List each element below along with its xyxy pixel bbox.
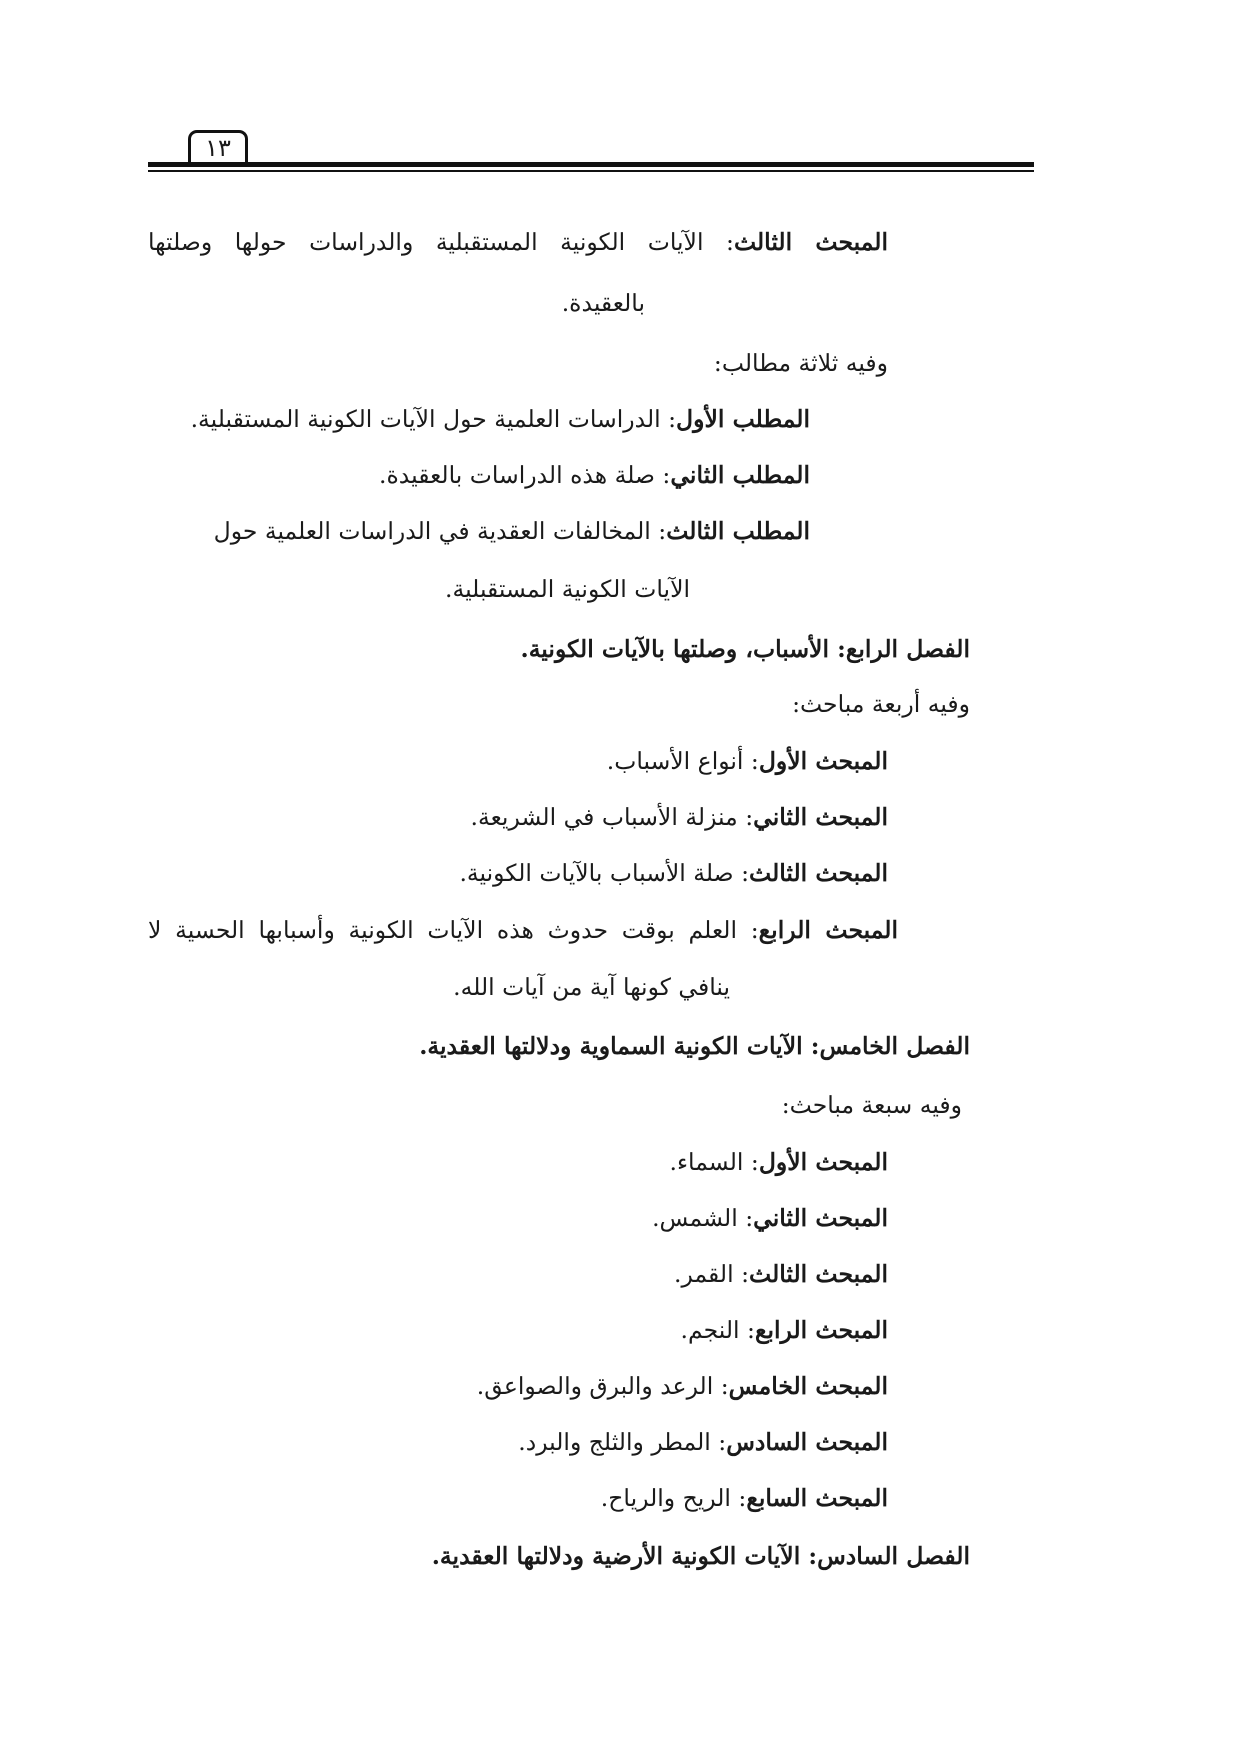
entry-text: : العلم بوقت حدوث هذه الآيات الكونية وأسبابها الحسية لا: [148, 916, 759, 944]
entry-text: : الأسباب، وصلتها بالآيات الكونية.: [520, 635, 846, 663]
entry-heading: المبحث الخامس: [728, 1372, 888, 1400]
page-number: ١٣: [188, 130, 248, 162]
entry-text: : الآيات الكونية الأرضية ودلالتها العقدية.: [431, 1542, 818, 1570]
page-header: [148, 128, 1034, 170]
toc-entry-section: [652, 1198, 888, 1238]
header-rule-thin: [148, 170, 1034, 172]
entry-heading: المبحث السابع: [746, 1484, 888, 1512]
entry-text: وفيه سبعة مباحث:: [781, 1091, 962, 1119]
entry-heading: الفصل الرابع: [845, 635, 970, 663]
entry-text: : أنواع الأسباب.: [606, 747, 759, 775]
toc-entry-continuation: [562, 283, 645, 323]
entry-heading: الفصل السادس: [817, 1542, 970, 1570]
entry-heading: المبحث الثالث: [749, 859, 888, 887]
entry-text: : الآيات الكونية المستقبلية والدراسات حولها وصلتها: [148, 228, 734, 256]
entry-text: الآيات الكونية المستقبلية.: [445, 575, 690, 603]
entry-heading: المبحث الثالث: [733, 228, 888, 256]
toc-entry-section: [459, 853, 888, 893]
toc-entry-continuation: [453, 967, 730, 1007]
toc-entry-section: [518, 1422, 888, 1462]
entry-text: وفيه ثلاثة مطالب:: [713, 349, 888, 377]
entry-heading: المبحث السادس: [726, 1428, 888, 1456]
entry-text: : صلة الأسباب بالآيات الكونية.: [459, 859, 750, 887]
entry-text: : السماء.: [669, 1148, 759, 1176]
toc-entry-subsection: [379, 455, 810, 495]
toc-entry-section: [471, 797, 888, 837]
toc-entry-subsection: [191, 399, 810, 439]
toc-entry-section: [601, 1478, 888, 1518]
entry-text: : المخالفات العقدية في الدراسات العلمية حول: [213, 517, 667, 545]
entry-heading: المبحث الثاني: [753, 1204, 888, 1232]
entry-heading: المبحث الثالث: [749, 1260, 888, 1288]
toc-intro-line: [782, 1085, 962, 1125]
header-rule-thick: [148, 162, 1034, 167]
entry-heading: المبحث الأول: [758, 1148, 888, 1176]
entry-text: : صلة هذه الدراسات بالعقيدة.: [378, 461, 671, 489]
entry-heading: المطلب الثالث: [666, 517, 810, 545]
toc-entry-section: [477, 1366, 888, 1406]
entry-heading: الفصل الخامس: [819, 1032, 970, 1060]
entry-text: : الرعد والبرق والصواعق.: [476, 1372, 729, 1400]
entry-text: ينافي كونها آية من آيات الله.: [453, 973, 730, 1001]
entry-text: : الآيات الكونية السماوية ودلالتها العقدية.: [419, 1032, 820, 1060]
entry-heading: المطلب الثاني: [670, 461, 810, 489]
toc-entry-continuation: [445, 569, 690, 609]
toc-entry-section: [670, 1142, 888, 1182]
entry-heading: المبحث الرابع: [758, 916, 898, 944]
toc-entry-chapter: [521, 629, 970, 669]
toc-entry-subsection: [214, 511, 810, 551]
entry-heading: المبحث الأول: [758, 747, 888, 775]
entry-text: : الدراسات العلمية حول الآيات الكونية المستقبلية.: [190, 405, 677, 433]
toc-entry-section: [674, 1254, 888, 1294]
entry-heading: المبحث الرابع: [754, 1316, 888, 1344]
entry-text: وفيه أربعة مباحث:: [792, 690, 970, 718]
entry-text: : منزلة الأسباب في الشريعة.: [470, 803, 754, 831]
entry-heading: المبحث الثاني: [753, 803, 888, 831]
toc-entry-chapter: [419, 1026, 970, 1066]
toc-entry-section: [148, 222, 888, 262]
toc-intro-line: [792, 684, 970, 724]
toc-entry-section: [148, 910, 898, 950]
entry-heading: المطلب الأول: [676, 405, 810, 433]
entry-text: بالعقيدة.: [561, 289, 645, 317]
entry-text: : الريح والرياح.: [600, 1484, 747, 1512]
toc-intro-line: [714, 343, 888, 383]
toc-entry-chapter: [432, 1536, 970, 1576]
entry-text: : القمر.: [674, 1260, 750, 1288]
entry-text: : المطر والثلج والبرد.: [518, 1428, 727, 1456]
toc-entry-section: [681, 1310, 888, 1350]
entry-text: : الشمس.: [652, 1204, 754, 1232]
toc-entry-section: [607, 741, 888, 781]
entry-text: : النجم.: [680, 1316, 755, 1344]
